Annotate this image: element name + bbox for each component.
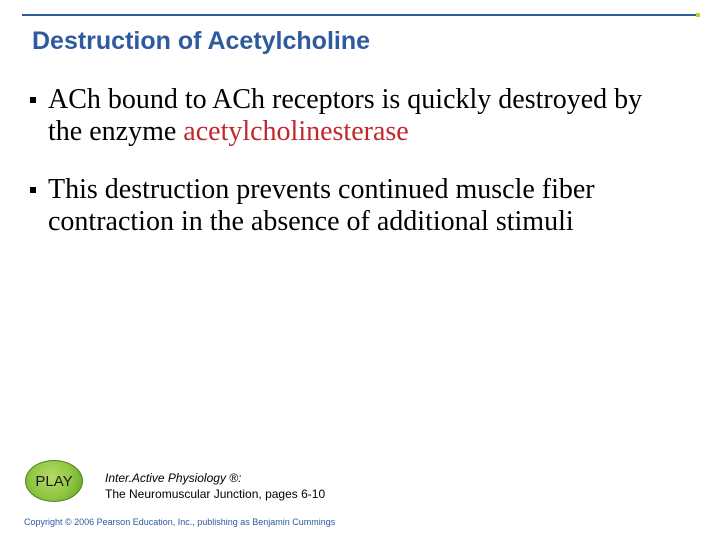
bullet-text: ACh bound to ACh receptors is quickly destroyed by the enzyme [48, 84, 643, 147]
play-button[interactable] [25, 460, 83, 502]
bullet-item [0, 174, 668, 238]
square-bullet-icon [30, 187, 36, 193]
reference-block [105, 470, 325, 502]
slide-title: Destruction of Acetylcholine [32, 27, 371, 55]
copyright-footer: Copyright © 2006 Pearson Education, Inc., publishing as Benjamin Cummings [24, 517, 336, 527]
bullet-item [0, 84, 668, 148]
bullet-list [0, 84, 720, 264]
square-bullet-icon [30, 97, 36, 103]
reference-title: Inter.Active Physiology ®: [105, 471, 242, 485]
bullet-text: This destruction prevents continued muscle fiber contraction in the absence of additional stimuli [48, 174, 595, 237]
title-rule [22, 14, 698, 16]
title-rule-accent [696, 13, 700, 17]
reference-subtitle: The Neuromuscular Junction, pages 6-10 [105, 487, 326, 501]
highlighted-term: acetylcholinesterase [183, 116, 409, 147]
play-button-label: PLAY [35, 472, 73, 490]
